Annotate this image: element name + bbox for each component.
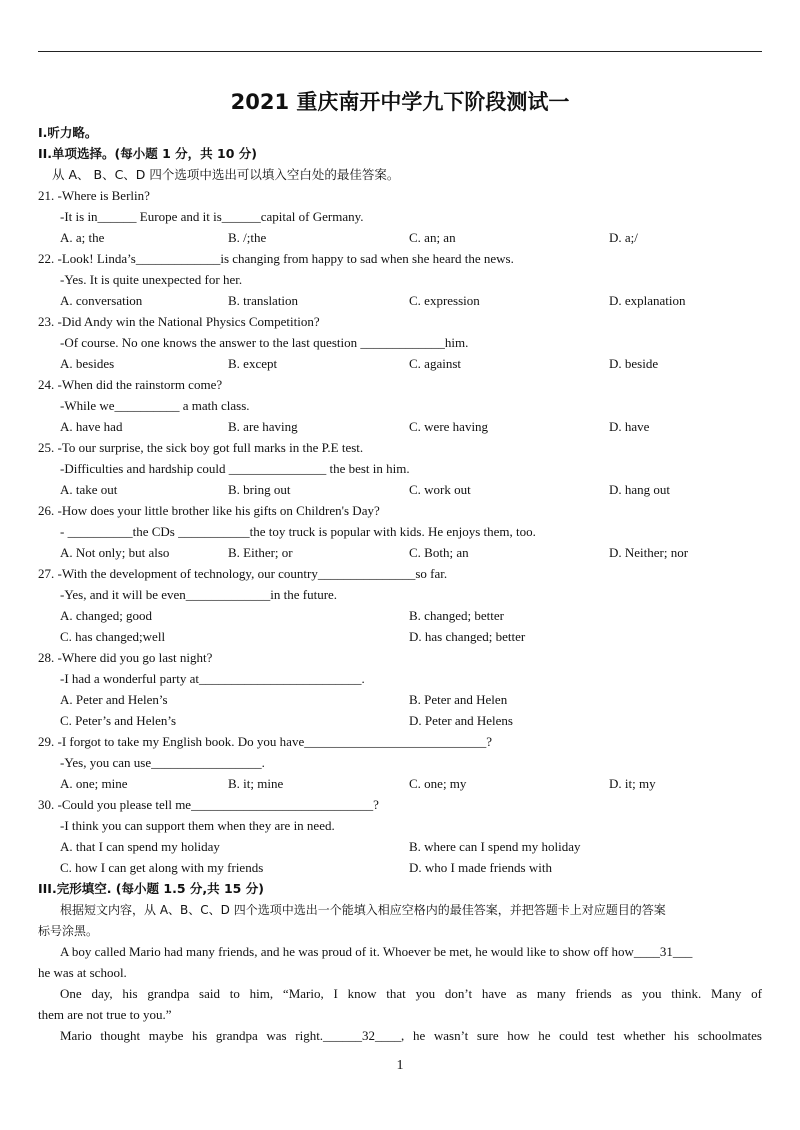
option-d: D. hang out [609,482,671,497]
option-d: D. a;/ [609,230,638,245]
question-stem: 30. -Could you please tell me____________________________? [38,797,379,812]
option-a: A. a; the [60,230,105,245]
option-b: B. except [228,356,278,371]
options-row [60,838,762,856]
options-row [60,607,762,625]
option-a: A. changed; good [60,608,153,623]
option-d: D. has changed; better [409,629,526,644]
question-line: -I think you can support them when they are in need. [60,818,335,833]
option-d: D. Peter and Helens [409,713,513,728]
option-a: A. Peter and Helen’s [60,692,168,707]
question-stem: 24. -When did the rainstorm come? [38,377,223,392]
option-c: C. work out [409,482,471,497]
options-row [60,712,762,730]
question-stem: 26. -How does your little brother like his gifts on Children's Day? [38,503,380,518]
option-b: B. translation [228,293,299,308]
option-a: A. besides [60,356,115,371]
question-stem: 23. -Did Andy win the National Physics Competition? [38,314,320,329]
option-d: D. explanation [609,293,686,308]
question-line: -It is in______ Europe and it is______capital of Germany. [60,209,364,224]
question-line: -While we__________ a math class. [60,398,250,413]
page-number: 1 [396,1058,404,1073]
option-d: D. Neither; nor [609,545,689,560]
question-stem: 22. -Look! Linda’s_____________is changing from happy to sad when she heard the news. [38,251,514,266]
question-stem: 29. -I forgot to take my English book. Do you have____________________________? [38,734,492,749]
options-row [60,775,762,793]
question-line: -Yes, and it will be even_____________in the future. [60,587,338,602]
cloze-instructions-cont: 标号涂黑。 [38,924,99,938]
passage-line: Mario thought maybe his grandpa was right.______32____, he wasn’t sure how he could test whether his schoolmates [60,1028,762,1043]
question-stem: 21. -Where is Berlin? [38,188,150,203]
option-c: C. how I can get along with my friends [60,860,264,875]
section-instructions: 从 A、 B、C、D 四个选项中选出可以填入空白处的最佳答案。 [52,167,400,182]
options-row [60,292,762,310]
option-b: B. it; mine [228,776,284,791]
options-row [60,355,762,373]
question-line: -Of course. No one knows the answer to the last question _____________him. [60,335,469,350]
passage-line: them are not true to you.” [38,1007,172,1022]
options-row [60,481,762,499]
option-c: C. expression [409,293,480,308]
option-d: D. beside [609,356,659,371]
option-b: B. /;the [228,230,267,245]
option-a: A. that I can spend my holiday [60,839,220,854]
option-c: C. Peter’s and Helen’s [60,713,177,728]
option-d: D. have [609,419,650,434]
option-c: C. one; my [409,776,467,791]
option-b: B. Peter and Helen [409,692,508,707]
section-cloze: III.完形填空. (每小题 1.5 分,共 15 分) [38,881,264,896]
question-line: -I had a wonderful party at_________________________. [60,671,365,686]
option-c: C. against [409,356,461,371]
options-row [60,691,762,709]
question-stem: 28. -Where did you go last night? [38,650,213,665]
passage-line: A boy called Mario had many friends, and he was proud of it. Whoever be met, he would like to show off how____31___ [60,944,693,959]
cloze-instructions: 根据短文内容，从 A、B、C、D 四个选项中选出一个能填入相应空格内的最佳答案，并把答题卡上对应题目的答案 [60,903,666,917]
question-stem: 25. -To our surprise, the sick boy got full marks in the P.E test. [38,440,364,455]
question-line: -Difficulties and hardship could _______________ the best in him. [60,461,410,476]
option-c: C. an; an [409,230,456,245]
header-rule [38,51,762,52]
options-row [60,628,762,646]
option-b: B. are having [228,419,298,434]
page-title: 2021 重庆南开中学九下阶段测试一 [230,90,570,114]
options-row [60,859,762,877]
question-stem: 27. -With the development of technology, our country_______________so far. [38,566,448,581]
option-b: B. changed; better [409,608,504,623]
option-a: A. Not only; but also [60,545,170,560]
option-d: D. who I made friends with [409,860,552,875]
section-single-choice: II.单项选择。(每小题 1 分，共 10 分) [38,146,257,161]
question-line: - __________the CDs ___________the toy truck is popular with kids. He enjoys them, too. [60,524,536,539]
options-row [60,544,762,562]
option-d: D. it; my [609,776,656,791]
question-line: -Yes, you can use_________________. [60,755,265,770]
passage-line: he was at school. [38,965,127,980]
option-a: A. one; mine [60,776,128,791]
options-row [60,418,762,436]
option-b: B. where can I spend my holiday [409,839,581,854]
options-row [60,229,762,247]
option-b: B. Either; or [228,545,293,560]
passage-line: One day, his grandpa said to him, “Mario, I know that you don’t have as many friends as you think. Many of [60,986,762,1001]
option-a: A. have had [60,419,123,434]
section-listening: I.听力略。 [38,125,98,140]
option-c: C. Both; an [409,545,469,560]
option-b: B. bring out [228,482,291,497]
option-a: A. conversation [60,293,143,308]
question-line: -Yes. It is quite unexpected for her. [60,272,243,287]
option-c: C. has changed;well [60,629,166,644]
option-a: A. take out [60,482,118,497]
option-c: C. were having [409,419,489,434]
